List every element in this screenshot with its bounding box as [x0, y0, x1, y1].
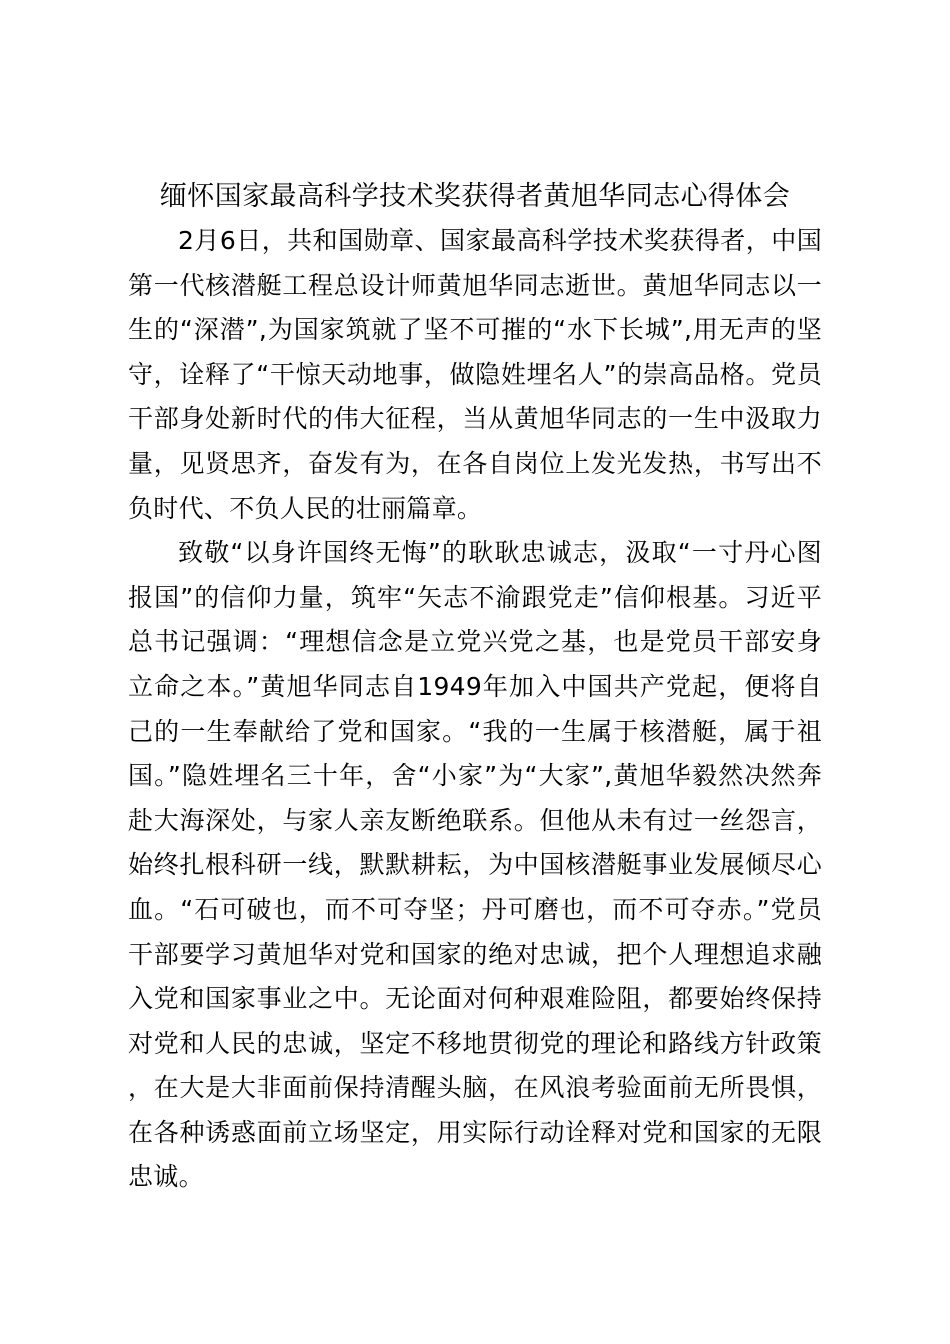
document-title: 缅怀国家最高科学技术奖获得者黄旭华同志心得体会 — [159, 181, 791, 212]
paragraph-1: 2月6日，共和国勋章、国家最高科学技术奖获得者，中国第一代核潜艇工程总设计师黄旭华同志逝世。黄旭华同志以一生的“深潜”,为国家筑就了坚不可摧的“水下长城”,用无声的坚守，诠释了“干惊天动地事，做隐姓埋名人”的崇高品格。党员干部身处新时代的伟大征程，当从黄旭华同志的一生中汲取力量，见贤思齐，奋发有为，在各自岗位上发光发热，书写出不负时代、不负人民的壮丽篇章。 — [128, 226, 822, 523]
paragraph-2: 致敬“以身许国终无悔”的耿耿忠诚志，汲取“一寸丹心图报国”的信仰力量，筑牢“矢志不渝跟党走”信仰根基。习近平总书记强调：“理想信念是立党兴党之基，也是党员干部安身立命之本。”黄旭华同志自1949年加入中国共产党起，便将自己的一生奉献给了党和国家。“我的一生属于核潜艇，属于祖国。”隐姓埋名三十年，舍“小家”为“大家”,黄旭华毅然决然奔赴大海深处，与家人亲友断绝联系。但他从未有过一丝怨言，始终扎根科研一线，默默耕耘，为中国核潜艇事业发展倾尽心血。“石可破也，而不可夺坚；丹可磨也，而不可夺赤。”党员干部要学习黄旭华对党和国家的绝对忠诚，把个人理想追求融入党和国家事业之中。无论面对何种艰难险阻，都要始终保持对党和人民的忠诚，坚定不移地贯彻党的理论和路线方针政策，在大是大非面前保持清醒头脑，在风浪考验面前无所畏惧，在各种诱惑面前立场坚定，用实际行动诠释对党和国家的无限忠诚。 — [128, 538, 822, 1192]
document-body — [128, 219, 822, 1200]
